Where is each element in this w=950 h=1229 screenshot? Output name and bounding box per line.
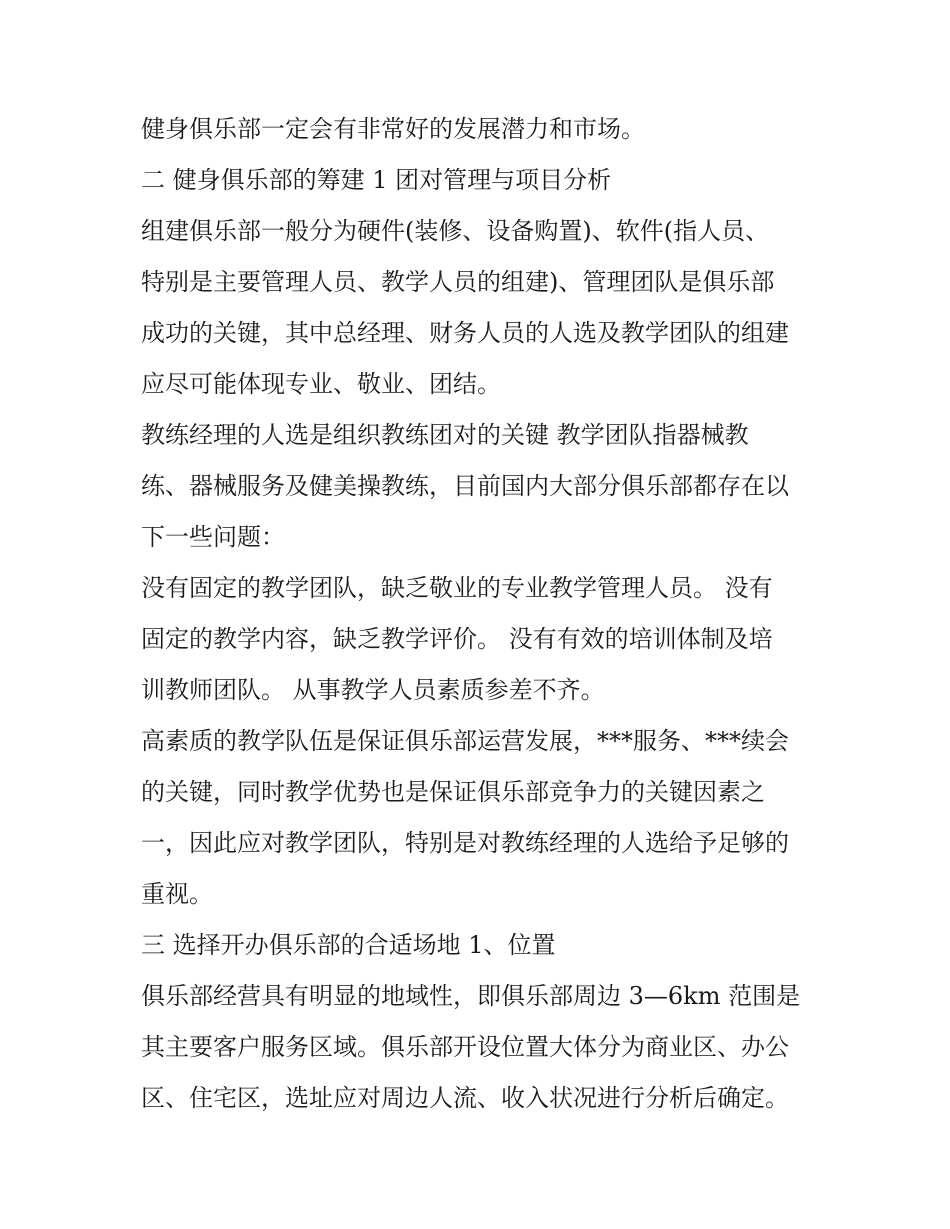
text-line: 固定的教学内容，缺乏教学评价。 没有有效的培训体制及培 [141, 625, 773, 653]
text-line: 成功的关键，其中总经理、财务人员的人选及教学团队的组建 [141, 319, 789, 347]
text-line: 组建俱乐部一般分为硬件(装修、设备购置)、软件(指人员、 [141, 217, 770, 245]
text-line: 特别是主要管理人员、教学人员的组建)、管理团队是俱乐部 [141, 268, 775, 296]
text-line: 教练经理的人选是组织教练团对的关键 教学团队指器械教 [141, 421, 749, 449]
text-line: 健身俱乐部一定会有非常好的发展潜力和市场。 [141, 115, 645, 143]
text-line: 的关键，同时教学优势也是保证俱乐部竞争力的关键因素之 [141, 778, 765, 806]
text-line: 其主要客户服务区域。俱乐部开设位置大体分为商业区、办公 [141, 1033, 789, 1061]
text-line: 重视。 [141, 880, 213, 908]
text-line: 应尽可能体现专业、敬业、团结。 [141, 370, 501, 398]
text-line: 没有固定的教学团队，缺乏敬业的专业教学管理人员。 没有 [141, 574, 773, 602]
text-line: 下一些问题： [141, 523, 285, 551]
text-line: 一，因此应对教学团队，特别是对教练经理的人选给予足够的 [141, 829, 789, 857]
text-line: 俱乐部经营具有明显的地域性，即俱乐部周边 3—6km 范围是 [141, 982, 801, 1010]
text-line: 练、器械服务及健美操教练，目前国内大部分俱乐部都存在以 [141, 472, 789, 500]
section-heading: 二 健身俱乐部的筹建 1 团对管理与项目分析 [141, 166, 612, 194]
text-line: 训教师团队。 从事教学人员素质参差不齐。 [141, 676, 605, 704]
section-heading: 三 选择开办俱乐部的合适场地 1、位置 [141, 931, 556, 959]
text-line: 高素质的教学队伍是保证俱乐部运营发展，***服务、***续会 [141, 727, 789, 755]
text-line: 区、住宅区，选址应对周边人流、收入状况进行分析后确定。 [141, 1084, 789, 1112]
